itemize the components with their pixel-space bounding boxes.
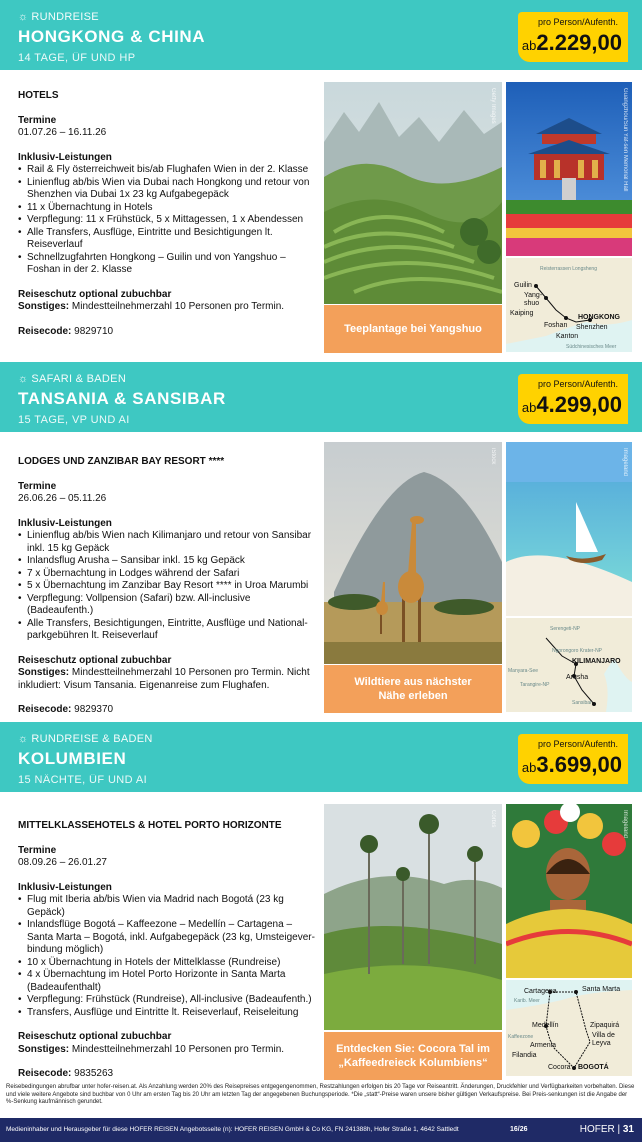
legal-note: Reisebedingungen abrufbar unter hofer-reisen.at. Als Anzahlung werden 20% des Reisepreises entgegengenommen, Restzahlungen erfolgen bis 20 Tage vor Reiseantritt. Änderungen, Druckfehler und Verfügbarkeiten vorbehalten. Diese und viele weitere Angebote sind buchbar von 0 Uhr am ersten Tag bis 20 Uhr am letzten Tag der angegebenen Buchungsperiode. *Die „statt“-Preise waren unsere bisher gültigen Verkaufspreise. Bei Preis-senkungen ist die Angabe der %-Senkung kaufmännisch gerundet. xyxy=(6,1084,635,1105)
inclusions-list xyxy=(18,530,318,643)
photo-caption: Wildtiere aus nächster Nähe erleben xyxy=(324,665,502,713)
price-value: 3.699,00 xyxy=(536,752,622,777)
page-footer: Medieninhaber und Herausgeber für diese HOFER REISEN Angebotsseite (n): HOFER REISEN GmbH & Co KG, FN 241388h, Hofer Straße 1, 4642 Sattledt 16/26 HOFER | 31 xyxy=(0,1118,642,1142)
giraffe-photo xyxy=(324,442,502,664)
offer-details: HOTELS Termine 01.07.26 – 16.11.26 Inklusiv-Leistungen • Rail & Fly österreichweit bis/ab Flughafen Wien in der 2. Klasse • Linienflug ab/bis Wien via Dubai nach Hongkong und retour von Shenzhen via Dubai 1x 23 kg Aufgabegepäck • 11 x Übernachtung in Hotels • Verpflegung: 11 x Frühstück, 5 x Mittagessen, 1 x Abendessen • Alle Transfers, Ausflüge, Eintritte und Besichtigungen lt. Reiseverlauf • Schnellzugfahrten Hongkong – Guilin und von Yangshuo – Foshan in der 2. Klasse Reiseschutz optional zubuchbar Sonstiges: Mindestteilnehmerzahl 10 Personen pro Termin. Reisecode: 9829710 xyxy=(18,90,318,338)
price-badge: pro Person/Aufenth. ab2.229,00 xyxy=(518,12,628,62)
dancer-photo xyxy=(506,804,632,978)
palm-icon: ☼ xyxy=(18,11,29,23)
beach-photo xyxy=(506,442,632,616)
offer-title: HONGKONG & CHINA xyxy=(18,27,206,46)
list-item: • Linienflug ab/bis Wien nach Kilimanjaro und retour von Sansibar inkl. 15 kg Gepäck xyxy=(18,530,318,555)
category-label: ☼ RUNDREISE xyxy=(18,11,99,23)
route-map: Cartagena Santa Marta Karib. Meer Medellín Zipaquirá Kaffeezone Villa de Leyva Armenia Filandia Cocora BOGOTÁ xyxy=(506,980,632,1076)
offer-details: LODGES UND ZANZIBAR BAY RESORT **** Termine 26.06.26 – 05.11.26 Inklusiv-Leistungen • Linienflug ab/bis Wien nach Kilimanjaro und retour von Sansibar inkl. 15 kg Gepäck • Inlandsflug Arusha – Sansibar inkl. 15 kg Gepäck • 7 x Übernachtung in Lodges während der Safari • 5 x Übernachtung im Zanzibar Bay Resort **** in Uroa Marumbi • Verpflegung: Vollpension (Safari) bzw. All-inclusive (Badeaufenth.) • Alle Transfers, Besichtigungen, Eintritte, Ausflüge und National-parkgebühren lt. Reiseverlauf Reiseschutz optional zubuchbar Sonstiges: Mindestteilnehmerzahl 10 Personen pro Termin. Nicht inkludiert: Visum Tansania. Eigenanreise zum Flughafen. Reisecode: 9829370 xyxy=(18,456,318,717)
route-map: Serengeti-NP Ngorongoro Krater-NP KILIMANJARO Manyara-See Tarangire-NP Arusha Sansibar xyxy=(506,618,632,712)
list-item: • 7 x Übernachtung in Lodges während der Safari xyxy=(18,568,318,581)
offer-header xyxy=(0,362,642,432)
palm-icon: ☼ xyxy=(18,373,29,385)
photo-caption: Teeplantage bei Yangshuo xyxy=(324,305,502,353)
list-item: • Alle Transfers, Besichtigungen, Eintritte, Ausflüge und National-parkgebühren lt. Reiseverlauf xyxy=(18,618,318,643)
hotel-type: MITTELKLASSEHOTELS & HOTEL PORTO HORIZONTE xyxy=(18,820,282,831)
travel-dates: 01.07.26 – 16.11.26 xyxy=(18,127,107,138)
list-item: • Inlandsflug Arusha – Sansibar inkl. 15 kg Gepäck xyxy=(18,555,318,568)
list-item: • 11 x Übernachtung in Hotels xyxy=(18,202,318,215)
page-number: 31 xyxy=(622,1124,634,1135)
offer-header xyxy=(0,0,642,70)
cocora-valley-photo xyxy=(324,804,502,1030)
inclusions-list xyxy=(18,894,318,1019)
list-item: • Verpflegung: Vollpension (Safari) bzw. All-inclusive (Badeaufenth.) xyxy=(18,593,318,618)
travel-dates: 08.09.26 – 26.01.27 xyxy=(18,857,107,868)
travel-code: 9835263 xyxy=(74,1068,114,1079)
palm-icon: ☼ xyxy=(18,733,29,745)
offer-kolumbien: ☼ RUNDREISE & BADEN KOLUMBIEN 15 NÄCHTE, ÜF UND AI pro Person/Aufenth. ab3.699,00 MITTELKLASSEHOTELS & HOTEL PORTO HORIZONTE Termine 08.09.26 – 26.01.27 Inklusiv-Leistungen • Flug mit Iberia ab/bis Wien via Madrid nach Bogotá (23 kg Gepäck) • Inlandsflüge Bogotá – Kaffeezone – Medellín – Cartagena – Santa Marta – Bogotá, inkl. Aufgabegepäck (23 kg, Umsteigever-bindung möglich) • 10 x Übernachtung in Hotels der Mittelklasse (Rundreise) • 4 x Übernachtung im Hotel Porto Horizonte in Santa Marta (Badeaufenthalt) • Verpflegung: Frühstück (Rundreise), All-inclusive (Badeaufenth.) • Transfers, Ausflüge und Eintritte lt. Reiseverlauf, Reiseleitung Reiseschutz optional zubuchbar Sonstiges: Mindestteilnehmerzahl 10 Personen pro Termin. Reisecode: 9835263 Corbis Imageland Cartagena Santa Marta Karib. Meer Medellín Zipaquirá Kaffeezone Villa de Leyva Armenia Filandia Cocora BOGOTÁ Entdecken Sie: Cocora Tal im „Kaffeedreieck Kolumbiens“ xyxy=(0,722,642,1082)
list-item: • Verpflegung: Frühstück (Rundreise), All-inclusive (Badeaufenth.) xyxy=(18,994,318,1007)
offer-tansania: ☼ SAFARI & BADEN TANSANIA & SANSIBAR 15 TAGE, VP UND AI pro Person/Aufenth. ab4.299,00 LODGES UND ZANZIBAR BAY RESORT **** Termine 26.06.26 – 05.11.26 Inklusiv-Leistungen • Linienflug ab/bis Wien nach Kilimanjaro und retour von Sansibar inkl. 15 kg Gepäck • Inlandsflug Arusha – Sansibar inkl. 15 kg Gepäck • 7 x Übernachtung in Lodges während der Safari • 5 x Übernachtung im Zanzibar Bay Resort **** in Uroa Marumbi • Verpflegung: Vollpension (Safari) bzw. All-inclusive (Badeaufenth.) • Alle Transfers, Besichtigungen, Eintritte, Ausflüge und National-parkgebühren lt. Reiseverlauf Reiseschutz optional zubuchbar Sonstiges: Mindestteilnehmerzahl 10 Personen pro Termin. Nicht inkludiert: Visum Tansania. Eigenanreise zum Flughafen. Reisecode: 9829370 iStock Imageland Serengeti-NP Ngorongoro Krater-NP KILIMANJARO Manyara-See Tarangire-NP Arusha Sansibar Wildtiere aus nächster Nähe erleben xyxy=(0,360,642,720)
list-item: • Transfers, Ausflüge und Eintritte lt. Reiseverlauf, Reiseleitung xyxy=(18,1007,318,1020)
inclusions-list xyxy=(18,164,318,277)
offer-title: TANSANIA & SANSIBAR xyxy=(18,389,226,408)
offer-subtitle: 14 TAGE, ÜF UND HP xyxy=(18,52,136,64)
offer-header xyxy=(0,722,642,792)
list-item: • Schnellzugfahrten Hongkong – Guilin und von Yangshuo – Foshan in der 2. Klasse xyxy=(18,252,318,277)
list-item: • Verpflegung: 11 x Frühstück, 5 x Mittagessen, 1 x Abendessen xyxy=(18,214,318,227)
price-value: 2.229,00 xyxy=(536,30,622,55)
price-badge: pro Person/Aufenth. ab3.699,00 xyxy=(518,734,628,784)
list-item: • Linienflug ab/bis Wien via Dubai nach Hongkong und retour von Shenzhen via Dubai 1x 23 kg Aufgabegepäck xyxy=(18,177,318,202)
booking-period: 16/26 xyxy=(510,1126,528,1133)
route-map: Reisterrassen Longsheng Guilin Yang-shuo Kaiping Foshan HONGKONG Shenzhen Kanton Südchinesisches Meer xyxy=(506,258,632,352)
photo-caption: Entdecken Sie: Cocora Tal im „Kaffeedreieck Kolumbiens“ xyxy=(324,1032,502,1080)
list-item: • Flug mit Iberia ab/bis Wien via Madrid nach Bogotá (23 kg Gepäck) xyxy=(18,894,318,919)
price-value: 4.299,00 xyxy=(536,392,622,417)
tea-plantation-photo xyxy=(324,82,502,304)
travel-dates: 26.06.26 – 05.11.26 xyxy=(18,493,107,504)
memorial-hall-photo xyxy=(506,82,632,256)
travel-code: 9829710 xyxy=(74,325,114,337)
price-badge: pro Person/Aufenth. ab4.299,00 xyxy=(518,374,628,424)
list-item: • Inlandsflüge Bogotá – Kaffeezone – Medellín – Cartagena – Santa Marta – Bogotá, inkl. Aufgabegepäck (23 kg, Umsteigever-bindung möglich) xyxy=(18,919,318,957)
list-item: • Alle Transfers, Ausflüge, Eintritte und Besichtigungen lt. Reiseverlauf xyxy=(18,227,318,252)
brand-logo: HOFER xyxy=(579,1124,615,1135)
offer-subtitle: 15 NÄCHTE, ÜF UND AI xyxy=(18,774,148,786)
offer-details: MITTELKLASSEHOTELS & HOTEL PORTO HORIZONTE Termine 08.09.26 – 26.01.27 Inklusiv-Leistungen • Flug mit Iberia ab/bis Wien via Madrid nach Bogotá (23 kg Gepäck) • Inlandsflüge Bogotá – Kaffeezone – Medellín – Cartagena – Santa Marta – Bogotá, inkl. Aufgabegepäck (23 kg, Umsteigever-bindung möglich) • 10 x Übernachtung in Hotels der Mittelklasse (Rundreise) • 4 x Übernachtung im Hotel Porto Horizonte in Santa Marta (Badeaufenthalt) • Verpflegung: Frühstück (Rundreise), All-inclusive (Badeaufenth.) • Transfers, Ausflüge und Eintritte lt. Reiseverlauf, Reiseleitung Reiseschutz optional zubuchbar Sonstiges: Mindestteilnehmerzahl 10 Personen pro Termin. Reisecode: 9835263 xyxy=(18,820,318,1081)
list-item: • 5 x Übernachtung im Zanzibar Bay Resort **** in Uroa Marumbi xyxy=(18,580,318,593)
publisher-info: Medieninhaber und Herausgeber für diese HOFER REISEN Angebotsseite (n): HOFER REISEN GmbH & Co KG, FN 241388h, Hofer Straße 1, 4642 Sattledt xyxy=(6,1126,459,1133)
offer-title: KOLUMBIEN xyxy=(18,749,127,768)
travel-code: 9829370 xyxy=(74,704,114,715)
offer-subtitle: 15 TAGE, VP UND AI xyxy=(18,414,130,426)
category-label: ☼ RUNDREISE & BADEN xyxy=(18,733,153,745)
list-item: • Rail & Fly österreichweit bis/ab Flughafen Wien in der 2. Klasse xyxy=(18,164,318,177)
list-item: • 4 x Übernachtung im Hotel Porto Horizonte in Santa Marta (Badeaufenthalt) xyxy=(18,969,318,994)
hotel-type: LODGES UND ZANZIBAR BAY RESORT **** xyxy=(18,456,225,467)
list-item: • 10 x Übernachtung in Hotels der Mittelklasse (Rundreise) xyxy=(18,957,318,970)
category-label: ☼ SAFARI & BADEN xyxy=(18,373,127,385)
offer-hongkong: ☼ RUNDREISE HONGKONG & CHINA 14 TAGE, ÜF UND HP pro Person/Aufenth. ab2.229,00 HOTELS Termine 01.07.26 – 16.11.26 Inklusiv-Leistungen • Rail & Fly österreichweit bis/ab Flughafen Wien in der 2. Klasse • Linienflug ab/bis Wien via Dubai nach Hongkong und retour von Shenzhen via Dubai 1x 23 kg Aufgabegepäck • 11 x Übernachtung in Hotels • Verpflegung: 11 x Frühstück, 5 x Mittagessen, 1 x Abendessen • Alle Transfers, Ausflüge, Eintritte und Besichtigungen lt. Reiseverlauf • Schnellzugfahrten Hongkong – Guilin und von Yangshuo – Foshan in der 2. Klasse Reiseschutz optional zubuchbar Sonstiges: Mindestteilnehmerzahl 10 Personen pro Termin. Reisecode: 9829710 Getty Images Guangzhou/Sun Yat-sen Memorial Hall Reisterrassen Longsheng Guilin Yang-shuo Kaiping Foshan HONGKONG Shenzhen Kanton Südchinesisches Meer Teeplantage bei Yangshuo xyxy=(0,0,642,360)
hotel-type: HOTELS xyxy=(18,90,59,101)
